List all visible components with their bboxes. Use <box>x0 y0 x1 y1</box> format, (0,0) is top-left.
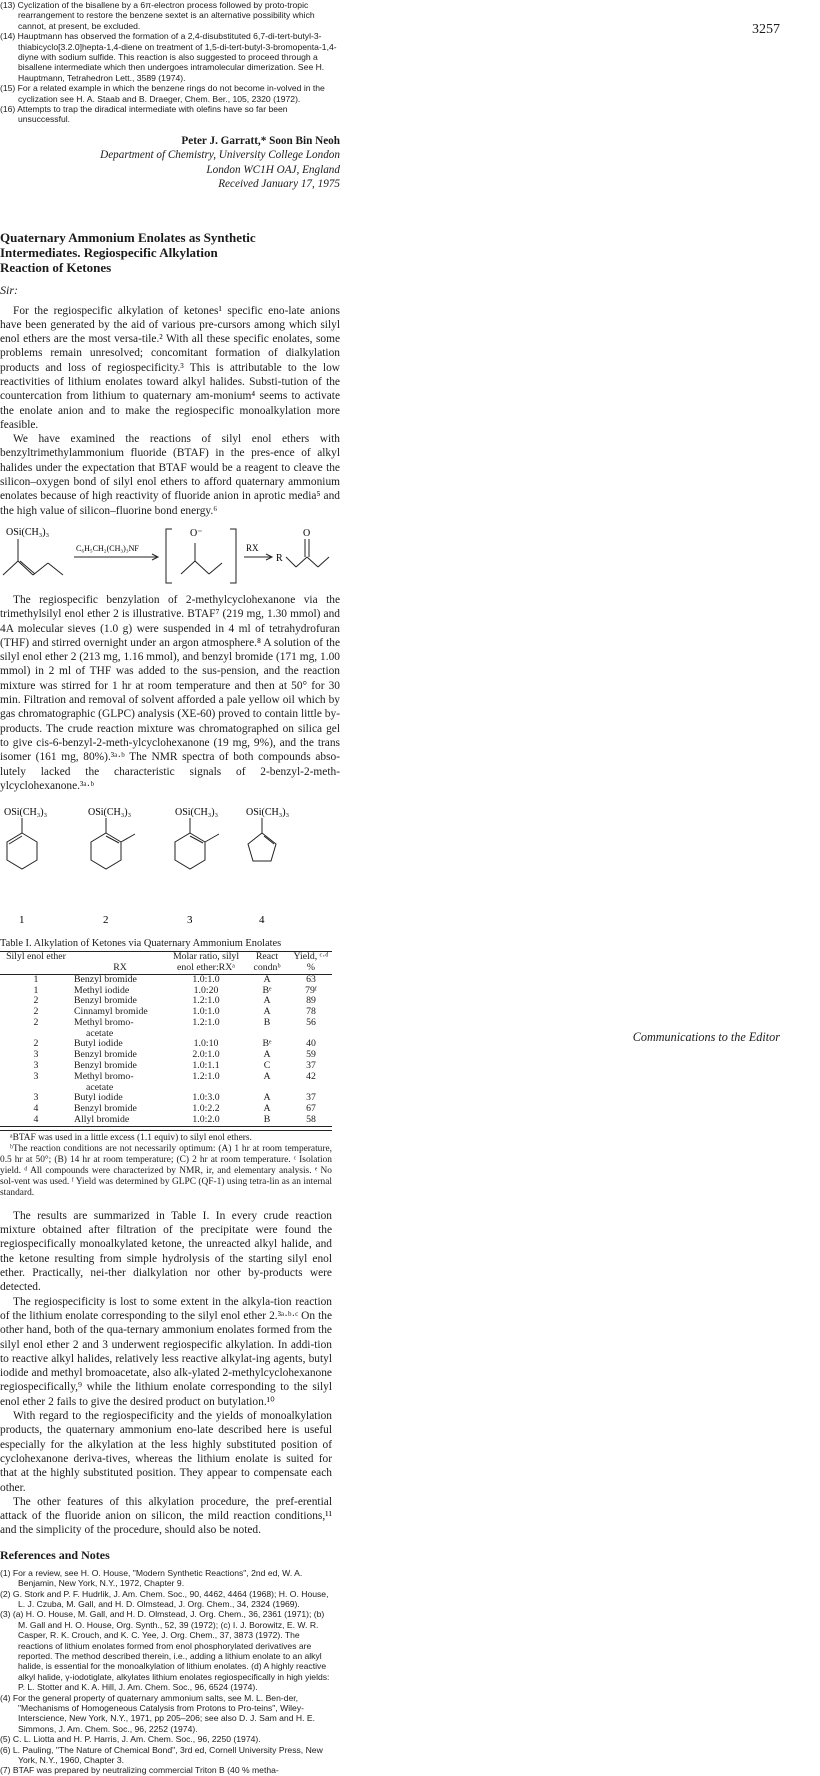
structure-4 <box>246 807 289 926</box>
reaction-scheme <box>0 521 340 591</box>
table-cell: 1 <box>33 984 39 996</box>
header-molar-ratio: Molar ratio, silyl enol ether:RXᵃ <box>172 951 240 973</box>
structures-row <box>0 803 340 938</box>
table-cell: 1 <box>33 973 39 985</box>
salutation: Sir: <box>0 282 18 297</box>
footnote-16: (16) Attempts to trap the diradical intermediate with olefins have so far been unsuccessful. <box>0 104 288 125</box>
table-cell: 37 <box>306 1092 316 1104</box>
author-address: London WC1H OAJ, England <box>206 163 340 176</box>
table-cell: 3 <box>33 1049 39 1061</box>
paragraph: The regiospecific benzylation of 2-methylcyclohexanone via the trimethylsilyl enol ether 2 is illustrative. BTAF⁷ (219 mg, 1.30 mmol) and 4A molecular sieves (1.0 g) were suspended in 4 ml of tetrahydrofuran (THF) and stirred overnight under an argon atmosphere.⁸ A solution of the silyl enol ether 2 (213 mg, 1.16 mmol), and benzyl bromide (171 mg, 1.00 mmol) in 2 ml of THF was added to the sus-pension, and the reaction mixture was stirred for 1 hr at room temperature and then at 50° for 30 min. Filtration and removal of solvent afforded a pale yellow oil which by gas chromatographic (GLPC) analysis (XE-60) proved to contain little by-products. The crude reaction mixture was chromatographed on silica gel to give cis-6-benzyl-2-meth-ylcyclohexanone (19 mg, 9%), and the trans isomer (161 mg, 80%).³ᵃ·ᵇ The NMR spectra of both compounds abso-lutely lacked the characteristic signals of 2-benzyl-2-meth-ylcyclohexanone.³ᵃ·ᵇ <box>0 593 340 792</box>
reference-item: (3) (a) H. O. House, M. Gall, and H. D. Olmstead, J. Org. Chem., 36, 2361 (1971); (b) M. Gall and H. O. House, Org. Synth., 52, 39 (1972); (c) I. J. Borowitz, E. W. R. Casper, R. K. Crouch, and K. C. Yee, J. Org. Chem., 37, 3873 (1972). The reactions of lithium enolates formed from enol phosphorylated derivatives are reported. The method described therein, i.e., adding a lithium enolate to an alkyl halide, is essential for the monoalkylation of lithium enolates. (d) A highly reactive alkyl halide, γ-iodotiglate, alkylates lithium enolates regiospecifically in high yields: P. L. Stotter and K. A. Hill, J. Am. Chem. Soc., 96, 6524 (1974). <box>0 1609 330 1693</box>
paragraph: The other features of this alkylation procedure, the pref-erential attack of the fluoride anion on silicon, the mild reaction conditions,¹¹ and the simplicity of the procedure, should also be noted. <box>0 1495 332 1537</box>
reference-item: (7) BTAF was prepared by neutralizing commercial Triton B (40 % metha- <box>0 1765 279 1776</box>
table-cell: acetate <box>86 1081 114 1093</box>
table-cell <box>0 1083 72 1094</box>
table-cell: 2 <box>33 1016 39 1028</box>
table-cell: 4 <box>33 1114 39 1126</box>
structure-number: 2 <box>103 914 109 927</box>
table-note-a: ᵃBTAF was used in a little excess (1.1 equiv) to silyl enol ethers. <box>10 1132 252 1143</box>
table-cell: Benzyl bromide <box>74 1060 137 1072</box>
structure-2 <box>88 807 135 926</box>
table-row <box>0 1018 332 1029</box>
header-condition: React condnᵇ <box>253 951 281 973</box>
table-cell: Benzyl bromide <box>74 995 137 1007</box>
table-cell: 1.0:20 <box>193 984 219 996</box>
structure-number: 1 <box>19 914 25 927</box>
table-cell: A <box>263 973 271 985</box>
table-cell: 1.0:1.1 <box>192 1060 220 1072</box>
right-column <box>0 938 332 1776</box>
table-row <box>0 1115 332 1126</box>
reference-item: (6) L. Pauling, "The Nature of Chemical Bond", 3rd ed, Cornell University Press, New York, N.Y., 1960, Chapter 3. <box>0 1744 323 1765</box>
left-column <box>0 0 340 938</box>
paragraph: With regard to the regiospecificity and the yields of monoalkylation products, the quaternary ammonium eno-late described here is useful especially for the alkylation at the less highly substituted position of cyclohexanone deriva-tives, whereas the lithium enolate is suited for that at the highly substituted position. They appear to compensate each other. <box>0 1410 332 1494</box>
table-cell: A <box>263 1092 271 1104</box>
table-cell: 2.0:1.0 <box>192 1049 220 1061</box>
author-department: Department of Chemistry, University College London <box>100 149 340 162</box>
author-block <box>0 134 340 192</box>
title-line: Intermediates. Regiospecific Alkylation <box>0 244 218 260</box>
table-cell <box>290 1083 332 1094</box>
product-structure <box>286 539 329 567</box>
references-heading: References and Notes <box>0 1547 110 1562</box>
header-yield: Yield, ᶜ·ᵈ % <box>293 951 329 973</box>
table-cell: A <box>263 995 271 1007</box>
table-cell: 59 <box>306 1049 316 1061</box>
table-cell: acetate <box>86 1027 114 1039</box>
table-cell: C <box>263 1060 271 1072</box>
table-cell: B <box>263 1016 271 1028</box>
table-cell: 3 <box>33 1070 39 1082</box>
table-notes <box>0 1130 332 1199</box>
header-rx: RX <box>113 961 127 973</box>
table-cell: Butyl iodide <box>74 1038 123 1050</box>
table-cell: 42 <box>306 1070 316 1082</box>
paragraph: The results are summarized in Table I. In every crude reaction mixture obtained after filtration of the precipitate were found the regiospecifically monoalkylated ketone, the unreacted alkyl halide, and the ketone resulting from simple hydrolysis of the starting silyl enol ether. Practically, nei-ther dialkylation nor other by-products were detected. <box>0 1209 332 1294</box>
table-cell: 4 <box>33 1103 39 1115</box>
table-row <box>0 1007 332 1018</box>
table-cell: Butyl iodide <box>74 1092 123 1104</box>
table-cell: A <box>263 1103 271 1115</box>
table-cell: 1.0:3.0 <box>192 1092 220 1104</box>
article-title <box>0 230 340 275</box>
table-cell: Bᵉ <box>262 984 272 996</box>
header-silyl-enol-ether: Silyl enol ether <box>6 951 66 963</box>
table-cell: Methyl bromo- <box>74 1016 134 1028</box>
reference-item: (4) For the general property of quaternary ammonium salts, see M. L. Ben-der, "Mechanisms of Homogeneous Catalysis from Protons to Pro-teins", Wiley-Interscience, New York, N.Y., 1971, pp 205–206; see also D. J. Sam and H. E. Simmons, J. Am. Chem. Soc., 96, 2252 (1974). <box>0 1692 315 1734</box>
table-cell: 63 <box>306 973 316 985</box>
table-cell: 56 <box>306 1016 316 1028</box>
structure-3 <box>175 807 219 926</box>
table-row <box>0 1104 332 1115</box>
table-row <box>0 1083 332 1094</box>
table-row <box>0 1061 332 1072</box>
table-cell: 1.0:2.0 <box>192 1114 220 1126</box>
alkylation-table <box>0 951 332 1127</box>
table-cell: Allyl bromide <box>74 1114 130 1126</box>
table-cell: Methyl iodide <box>74 984 130 996</box>
table-cell: 40 <box>306 1038 316 1050</box>
table-row <box>0 1072 332 1083</box>
footnote-15: (15) For a related example in which the benzene rings do not become in-volved in the cyclization see H. A. Staab and B. Draeger, Chem. Ber., 105, 2320 (1972). <box>0 83 325 104</box>
paragraph: We have examined the reactions of silyl enol ethers with benzyltrimethylammonium fluoride (BTAF) in the pres-ence of alkyl halides under the expectation that BTAF would be a reagent to cleave the silicon–oxygen bond of silyl enol ethers to afford quaternary ammonium enolates because of high reactivity of fluoride anion in aprotic media⁵ and the high value of silicon–fluorine bond energy.⁶ <box>0 433 340 517</box>
table-cell: A <box>263 1049 271 1061</box>
paragraph: The regiospecificity is lost to some extent in the alkyla-tion reaction of the lithium enolate corresponding to the silyl enol ether 2.³ᵃ·ᵇ·ᶜ On the other hand, both of the qua-ternary ammonium enolates formed from the silyl enol ether 2 and 3 underwent regiospecific alkylation. In addi-tion to reactive alkyl halides, relatively less reactive alkylat-ing agents, butyl iodide and methyl bromoacetate, also alk-ylated 2-methylcyclohexanone regiospecifically,⁹ while the lithium enolate corresponding to the silyl enol ether 2 fails to give the desired product on butylation.¹⁰ <box>0 1295 332 1408</box>
table-cell: 1.0:1.0 <box>192 1006 220 1018</box>
scheme-ominus: O⁻ <box>190 527 203 539</box>
scheme-r: R <box>276 552 283 564</box>
table-cell: 1.0:2.2 <box>192 1103 220 1115</box>
author-names: Peter J. Garratt,* Soon Bin Neoh <box>181 134 340 147</box>
table-cell: 3 <box>33 1060 39 1072</box>
table-cell: Methyl bromo- <box>74 1070 134 1082</box>
table-row <box>0 1039 332 1050</box>
arrow-1 <box>74 554 158 560</box>
scheme-o: O <box>303 527 311 539</box>
table-cell: A <box>263 1006 271 1018</box>
scheme-silyl-label: OSi(CH₃)₃ <box>6 526 50 538</box>
table-cell: 79ᶠ <box>305 984 317 996</box>
right-body <box>0 1209 332 1538</box>
table-cell: Benzyl bromide <box>74 1049 137 1061</box>
table-header-row <box>0 952 332 975</box>
title-line: Reaction of Ketones <box>0 259 112 275</box>
table-cell: 1.2:1.0 <box>192 995 220 1007</box>
table-cell: 2 <box>33 1006 39 1018</box>
reference-item: (1) For a review, see H. O. House, "Modern Synthetic Reactions", 2nd ed, W. A. Benjamin, New York, N.Y., 1972, Chapter 9. <box>0 1567 303 1589</box>
table-cell: B <box>263 1114 271 1126</box>
reference-item: (2) G. Stork and P. F. Hudrlik, J. Am. Chem. Soc., 90, 4462, 4464 (1968); H. O. House, L. J. Czuba, M. Gall, and H. D. Olmstead, J. Org. Chem., 34, 2324 (1969). <box>0 1588 329 1609</box>
table-row <box>0 996 332 1007</box>
journal-footer: Communications to the Editor <box>632 1030 780 1044</box>
table-row <box>0 1029 332 1040</box>
table-cell: 78 <box>306 1006 316 1018</box>
footnote-14: (14) Hauptmann has observed the formation of a 2,4-disubstituted 6,7-di-tert-butyl-3-thiabicyclo[3.2.0]hepta-1,4-diene on treatment of 1,5-di-tert-butyl-3-bromopenta-1,4-diyne with sodium sulfide. This reaction is also suggested to proceed through a bisallene intermediate which then undergoes intramolecular dimerization. See H. Hauptmann, Tetrahedron Lett., 3589 (1974). <box>0 31 337 83</box>
table-row <box>0 986 332 997</box>
silyl-enol-ether-structure <box>3 539 63 575</box>
table-cell: Benzyl bromide <box>74 1103 137 1115</box>
table-cell <box>244 1083 290 1094</box>
title-line: Quaternary Ammonium Enolates as Synthetic <box>0 229 256 245</box>
table-cell: 67 <box>306 1103 316 1115</box>
structure-label: OSi(CH₃)₃ <box>246 807 290 819</box>
page-number: 3257 <box>752 22 780 37</box>
paragraph: For the regiospecific alkylation of ketones¹ specific eno-late anions have been generated by the aid of various pre-cursors among which silyl enol ethers are the most versa-tile.² With all these specific enolates, some problems remain unresolved; concomitant formation of dialkylation products and loss of regiospecificity.³ This is attributable to the low reactivities of lithium enolates toward alkyl halides. Substi-tution of the countercation from lithium to quaternary am-monium⁴ seems to activate the enolate anion and to make the regiospecific monoalkylation more feasible. <box>0 304 340 431</box>
structure-number: 3 <box>187 914 193 927</box>
table-cell: 1.2:1.0 <box>192 1016 220 1028</box>
table-row <box>0 974 332 985</box>
table-caption: Table I. Alkylation of Ketones via Quaternary Ammonium Enolates <box>0 938 282 950</box>
scheme-reagent: C₆H₅CH₂(CH₃)₃NF <box>76 543 139 553</box>
table-row <box>0 1050 332 1061</box>
table-cell: A <box>263 1070 271 1082</box>
table-cell <box>168 1083 244 1094</box>
article-body <box>0 304 340 518</box>
table-cell: 2 <box>33 1038 39 1050</box>
structure-label: OSi(CH₃)₃ <box>88 807 132 819</box>
table-cell: 1.0:1.0 <box>192 973 220 985</box>
table-cell: 37 <box>306 1060 316 1072</box>
table-note-b: ᵇThe reaction conditions are not necessarily optimum: (A) 1 hr at room temperature, 0.5 hr at 50°; (B) 14 hr at room temperature; (C) 2 hr at room temperature. ᶜ Isolation yield. ᵈ All compounds were characterized by NMR, ir, and elementary analysis. ᵉ No sol-vent was used. ᶠ Yield was determined by GLPC (QF-1) using tetra-lin as an internal standard. <box>0 1143 332 1198</box>
references-list <box>0 1568 332 1776</box>
received-date: Received January 17, 1975 <box>218 178 340 191</box>
table-cell: 2 <box>33 995 39 1007</box>
structure-1 <box>4 807 47 926</box>
table-body <box>0 974 332 1126</box>
table-row <box>0 1093 332 1104</box>
table-cell: Benzyl bromide <box>74 973 137 985</box>
footnote-13: (13) Cyclization of the bisallene by a 6π-electron process followed by proto-tropic rearrangement to restore the benzene sextet is an alternative possibility which cannot, at present, be excluded. <box>0 0 315 31</box>
table-cell: 3 <box>33 1092 39 1104</box>
reference-item: (5) C. L. Liotta and H. P. Harris, J. Am. Chem. Soc., 96, 2250 (1974). <box>0 1734 261 1745</box>
table-cell: 89 <box>306 995 316 1007</box>
table-cell: Bᵉ <box>262 1038 272 1050</box>
structure-label: OSi(CH₃)₃ <box>175 807 219 819</box>
scheme-rx: RX <box>246 542 259 553</box>
table-cell: 1.0:10 <box>193 1038 219 1050</box>
article-body-continued <box>0 593 340 793</box>
structure-number: 4 <box>259 914 265 927</box>
arrow-2 <box>244 554 272 560</box>
table-cell: 58 <box>306 1114 316 1126</box>
table-cell: 1.2:1.0 <box>192 1070 220 1082</box>
footnotes <box>0 0 340 125</box>
structure-label: OSi(CH₃)₃ <box>4 807 48 819</box>
table-cell: Cinnamyl bromide <box>74 1006 148 1018</box>
